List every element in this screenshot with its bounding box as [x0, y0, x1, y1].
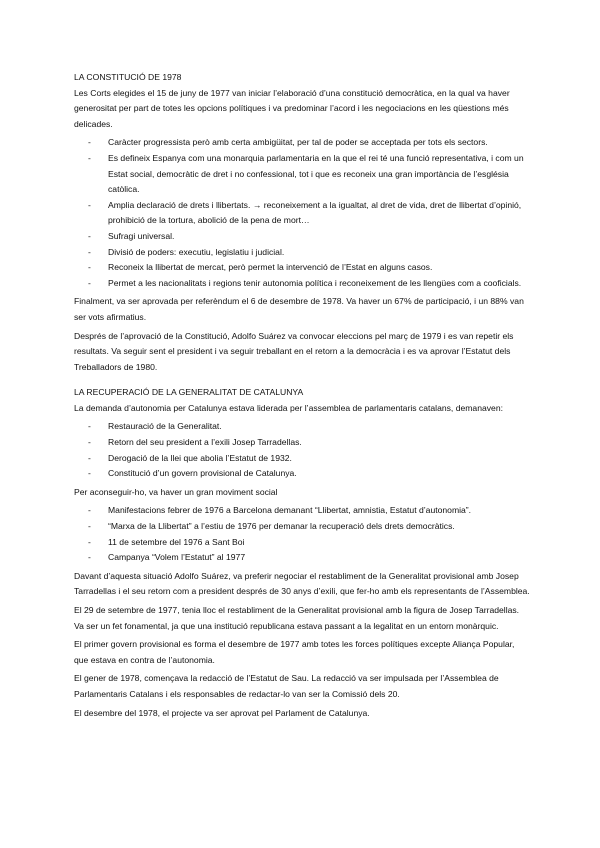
- list-item: - “Marxa de la Llibertat” a l’estiu de 1976 per demanar la recuperació dels drets democràtics.: [74, 519, 530, 535]
- list-constitucio-features: [74, 135, 530, 291]
- list-item: - 11 de setembre del 1976 a Sant Boi: [74, 535, 530, 551]
- list-item: - Divisió de poders: executiu, legislatiu i judicial.: [74, 245, 530, 261]
- list-item: - Sufragi universal.: [74, 229, 530, 245]
- paragraph-aprovacio: El desembre del 1978, el projecte va ser aprovat pel Parlament de Catalunya.: [74, 707, 370, 718]
- list-item: - Es defineix Espanya com una monarquia parlamentaria en la que el rei té una funció representativa, i com un Estat social, democràtic de dret i no confessional, tot i que es reconeix una gran importància de l’església catòlica.: [74, 151, 530, 198]
- paragraph-intro-constitucio: Les Corts elegides el 15 de juny de 1977 van iniciar l’elaboració d’una constitució democràtica, en la qual va haver generositat per part de totes les opcions polítiques i va predominar l’acord i les negociacions en les qüestions més delicades.: [74, 87, 510, 129]
- paragraph-moviment-social: Per aconseguir-ho, va haver un gran moviment social: [74, 486, 278, 497]
- document-page: [74, 70, 530, 724]
- paragraph-intro-generalitat: La demanda d’autonomia per Catalunya estava liderada per l’assemblea de parlamentaris catalans, demanaven:: [74, 402, 503, 413]
- list-item: - Caràcter progressista però amb certa ambigüitat, per tal de poder se acceptada per tots els sectors.: [74, 135, 530, 151]
- paragraph-primer-govern: El primer govern provisional es forma el desembre de 1977 amb totes les forces polítiques excepte Aliança Popular, que estava en contra de l’autonomia.: [74, 639, 515, 665]
- paragraph-suarez: Davant d’aquesta situació Adolfo Suárez, va preferir negociar el restabliment de la Generalitat provisional amb Josep Tarradellas i el seu retorn com a president després de 30 anys d’exili, que fer-ho amb els representants de l’Assemblea.: [74, 570, 530, 597]
- list-item: - Permet a les nacionalitats i regions tenir autonomia política i reconeixement de les llengües com a cooficials.: [74, 276, 530, 292]
- list-item: - Constitució d’un govern provisional de Catalunya.: [74, 466, 530, 482]
- list-item: - Reconeix la llibertat de mercat, però permet la intervenció de l’Estat en alguns casos.: [74, 260, 530, 276]
- paragraph-referendum: Finalment, va ser aprovada per referèndum el 6 de desembre de 1978. Va haver un 67% de participació, i un 88% van ser vots afirmatius.: [74, 296, 524, 322]
- list-item: - Retorn del seu president a l’exili Josep Tarradellas.: [74, 435, 530, 451]
- list-item: - Derogació de la llei que abolia l’Estatut de 1932.: [74, 451, 530, 467]
- list-demandes: [74, 419, 530, 481]
- list-item: - Manifestacions febrer de 1976 a Barcelona demanant “Llibertat, amnistia, Estatut d’autonomia”.: [74, 503, 530, 519]
- list-item: - Amplia declaració de drets i llibertats. → reconeixement a la igualtat, al dret de vida, dret de llibertat d’opinió, prohibició de la tortura, abolició de la pena de mort…: [74, 198, 530, 229]
- list-mobilitzacions: [74, 503, 530, 565]
- section-title-constitucio: LA CONSTITUCIÓ DE 1978: [74, 72, 182, 82]
- list-item: - Campanya “Volem l’Estatut” al 1977: [74, 550, 530, 566]
- list-item: - Restauració de la Generalitat.: [74, 419, 530, 435]
- section-title-generalitat: LA RECUPERACIÓ DE LA GENERALITAT DE CATALUNYA: [74, 387, 304, 398]
- paragraph-eleccions: Després de l’aprovació de la Constitució, Adolfo Suárez va convocar eleccions pel març de 1979 i es van repetir els resultats. Va seguir sent el president i va seguir treballant en el retorn a la democràcia i es va aprovar l’Estatut dels Treballadors de 1980.: [74, 330, 514, 372]
- paragraph-restabliment: El 29 de setembre de 1977, tenia lloc el restabliment de la Generalitat provisional amb la figura de Josep Tarradellas. Va ser un fet fonamental, ja que una institució republicana estava passant a la legalitat en un entorn monàrquic.: [74, 605, 520, 631]
- paragraph-estatut-sau: El gener de 1978, començava la redacció de l’Estatut de Sau. La redacció va ser impulsada per l’Assemblea de Parlamentaris Catalans i els responsables de redactar-lo van ser la Comissió dels 20.: [74, 673, 499, 699]
